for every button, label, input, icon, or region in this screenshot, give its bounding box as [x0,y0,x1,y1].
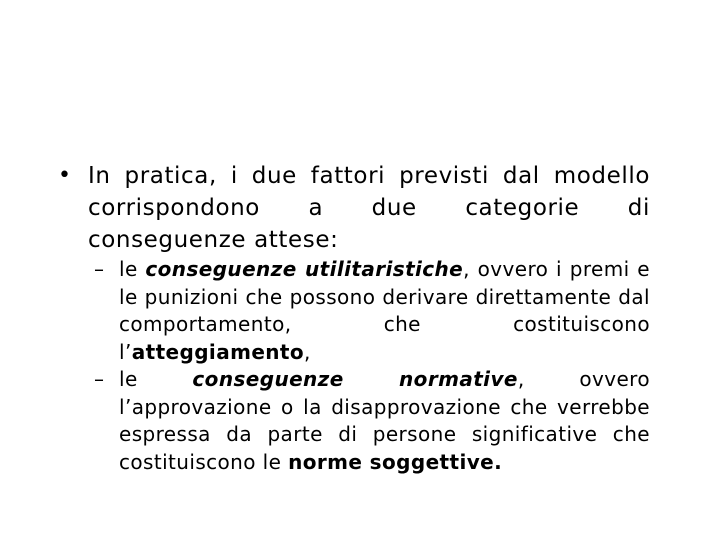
bold-term: norme soggettive. [288,449,503,474]
text-segment: , [304,339,311,364]
dash-icon: – [94,257,104,281]
emphasis-term: conseguenze normative [192,367,518,391]
dash-icon: – [94,367,104,391]
text-segment: le [119,257,146,281]
sub-bullet-list [94,256,650,476]
sub-bullet-text [119,256,650,366]
sub-bullet-utilitarian [94,256,650,366]
sub-bullet-normative [94,366,650,476]
main-bullet-text: In pratica, i due fattori previsti dal modello corrispondono a due categorie di conseguenze attese: [88,163,650,253]
bold-term: atteggiamento [131,339,305,364]
emphasis-term: conseguenze utilitaristiche [145,257,464,281]
text-segment: le [119,367,193,391]
text-segment: , ovvero i premi e le punizioni che possono derivare direttamente dal comportamento, che costituiscono l’ [119,257,650,364]
text-segment: , ovvero l’approvazione o la disapprovazione che verrebbe espressa da parte di persone significative che costituiscono le [119,367,650,474]
main-bullet-point [58,160,650,256]
sub-bullet-text [119,366,650,476]
bullet-icon: • [58,163,71,188]
